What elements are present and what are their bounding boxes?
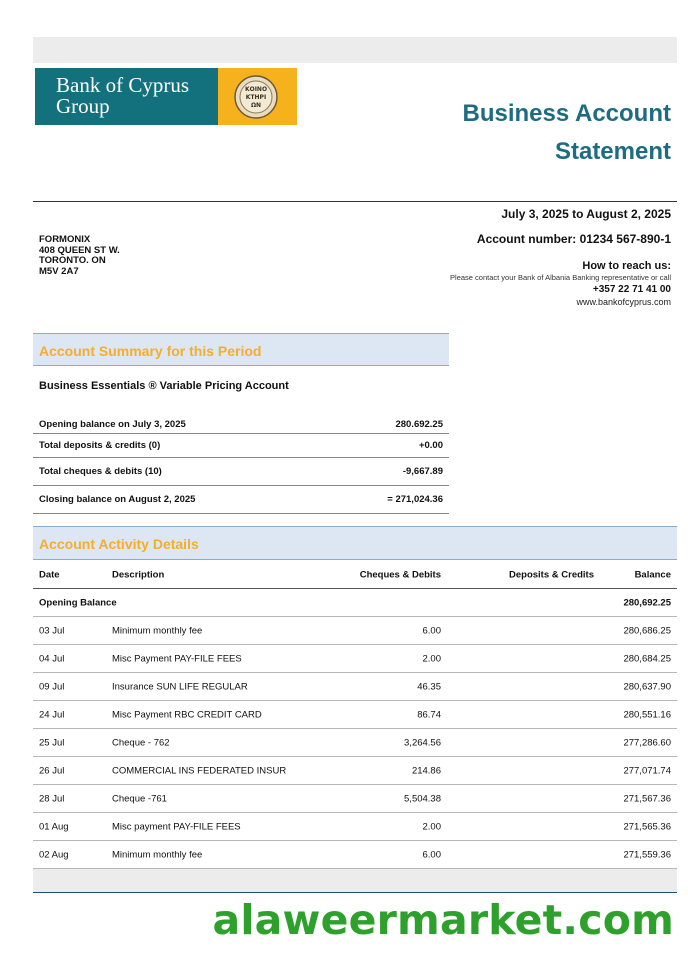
table-row: [33, 701, 677, 729]
document-title: [463, 95, 672, 171]
row-description: COMMERCIAL INS FEDERATED INSUR: [112, 765, 287, 776]
row-balance: 280,686.25: [623, 625, 671, 636]
bank-logo: [35, 68, 297, 125]
row-date: 09 Jul: [39, 681, 65, 692]
column-header-date: Date: [39, 569, 60, 580]
row-debit: 5,504.38: [404, 793, 441, 804]
row-balance: 271,565.36: [623, 821, 671, 832]
row-date: 28 Jul: [39, 793, 65, 804]
header-divider: [33, 201, 677, 202]
row-debit: 46.35: [417, 681, 441, 692]
table-row: [33, 841, 677, 869]
summary-label: Total cheques & debits (10): [39, 466, 162, 477]
row-balance: 280,684.25: [623, 653, 671, 664]
bottom-banner-bar: [33, 869, 677, 893]
summary-table: [33, 415, 449, 514]
row-description: Misc payment PAY-FILE FEES: [112, 821, 241, 832]
svg-text:ΩΝ: ΩΝ: [250, 101, 262, 109]
summary-label: Total deposits & credits (0): [39, 440, 161, 451]
column-header-credits: Deposits & Credits: [509, 569, 594, 580]
document-title-line2: Statement: [554, 138, 671, 165]
row-date: 26 Jul: [39, 765, 65, 776]
document-title-line1: Business Account: [462, 100, 671, 127]
seal-background: [218, 68, 297, 125]
opening-balance-value: 280,692.25: [623, 597, 671, 608]
summary-heading: Account Summary for this Period: [33, 333, 449, 366]
table-row: [33, 757, 677, 785]
row-balance: 280,551.16: [623, 709, 671, 720]
table-row: [33, 729, 677, 757]
table-row: [33, 645, 677, 673]
statement-period: July 3, 2025 to August 2, 2025: [501, 207, 671, 221]
watermark: alaweermarket.com: [212, 896, 674, 944]
row-debit: 3,264.56: [404, 737, 441, 748]
summary-row-closing: [33, 486, 449, 514]
bank-name-line2: Group: [56, 94, 110, 118]
summary-row-deposits: [33, 434, 449, 458]
row-debit: 86.74: [417, 709, 441, 720]
activity-table: [33, 561, 677, 869]
row-debit: 6.00: [422, 625, 441, 636]
row-debit: 2.00: [422, 821, 441, 832]
customer-city: TORONTO. ON: [39, 255, 106, 266]
column-header-debits: Cheques & Debits: [359, 569, 441, 580]
row-debit: 6.00: [422, 849, 441, 860]
row-balance: 277,071.74: [623, 765, 671, 776]
table-row: [33, 785, 677, 813]
column-header-balance: Balance: [634, 569, 671, 580]
summary-label: Opening balance on July 3, 2025: [39, 418, 186, 430]
row-description: Minimum monthly fee: [112, 625, 203, 636]
contact-heading: How to reach us:: [582, 260, 671, 272]
contact-phone: +357 22 71 41 00: [592, 284, 671, 295]
table-row: [33, 813, 677, 841]
summary-row-opening: [33, 415, 449, 434]
row-description: Cheque - 762: [112, 737, 170, 748]
column-header-description: Description: [112, 569, 165, 580]
opening-balance-row: [33, 589, 677, 617]
row-debit: 214.86: [411, 765, 441, 776]
row-date: 25 Jul: [39, 737, 65, 748]
row-description: Misc Payment PAY-FILE FEES: [112, 653, 242, 664]
customer-address: [39, 235, 120, 277]
row-balance: 271,567.36: [623, 793, 671, 804]
contact-website[interactable]: www.bankofcyprus.com: [576, 297, 671, 307]
table-row: [33, 673, 677, 701]
top-banner-bar: [33, 37, 677, 63]
activity-heading: Account Activity Details: [33, 526, 677, 560]
customer-name: FORMONIX: [39, 234, 91, 245]
contact-block: [450, 260, 671, 307]
row-date: 04 Jul: [39, 653, 65, 664]
row-balance: 280,637.90: [623, 681, 671, 692]
row-description: Misc Payment RBC CREDIT CARD: [112, 709, 262, 720]
opening-balance-label: Opening Balance: [39, 597, 117, 608]
table-row: [33, 617, 677, 645]
customer-postal: M5V 2A7: [39, 265, 79, 277]
contact-note: Please contact your Bank of Albania Banking representative or call: [450, 273, 671, 282]
seal-icon: [233, 74, 279, 120]
row-date: 03 Jul: [39, 625, 65, 636]
row-date: 02 Aug: [39, 849, 69, 860]
product-name: Business Essentials ® Variable Pricing Account: [39, 380, 289, 392]
row-date: 01 Aug: [39, 821, 69, 832]
row-debit: 2.00: [422, 653, 441, 664]
customer-street: 408 QUEEN ST W.: [39, 244, 120, 256]
row-description: Insurance SUN LIFE REGULAR: [112, 681, 248, 692]
bank-name-line1: Bank of Cyprus: [56, 73, 189, 97]
bank-name: [35, 68, 218, 125]
summary-value: -9,667.89: [402, 466, 443, 477]
row-balance: 277,286.60: [623, 737, 671, 748]
account-number: Account number: 01234 567-890-1: [476, 232, 671, 246]
svg-text:ΚΟΙΝΟ: ΚΟΙΝΟ: [244, 85, 268, 93]
row-balance: 271,559.36: [623, 849, 671, 860]
summary-value: +0.00: [418, 440, 443, 451]
summary-label: Closing balance on August 2, 2025: [39, 494, 196, 505]
svg-text:ΚΤΗΡΙ: ΚΤΗΡΙ: [245, 93, 267, 101]
summary-value: 280.692.25: [395, 418, 443, 430]
row-description: Minimum monthly fee: [112, 849, 203, 860]
row-description: Cheque -761: [112, 793, 167, 804]
table-header-row: [33, 561, 677, 589]
summary-row-debits: [33, 458, 449, 486]
row-date: 24 Jul: [39, 709, 65, 720]
summary-value: = 271,024.36: [387, 494, 443, 505]
